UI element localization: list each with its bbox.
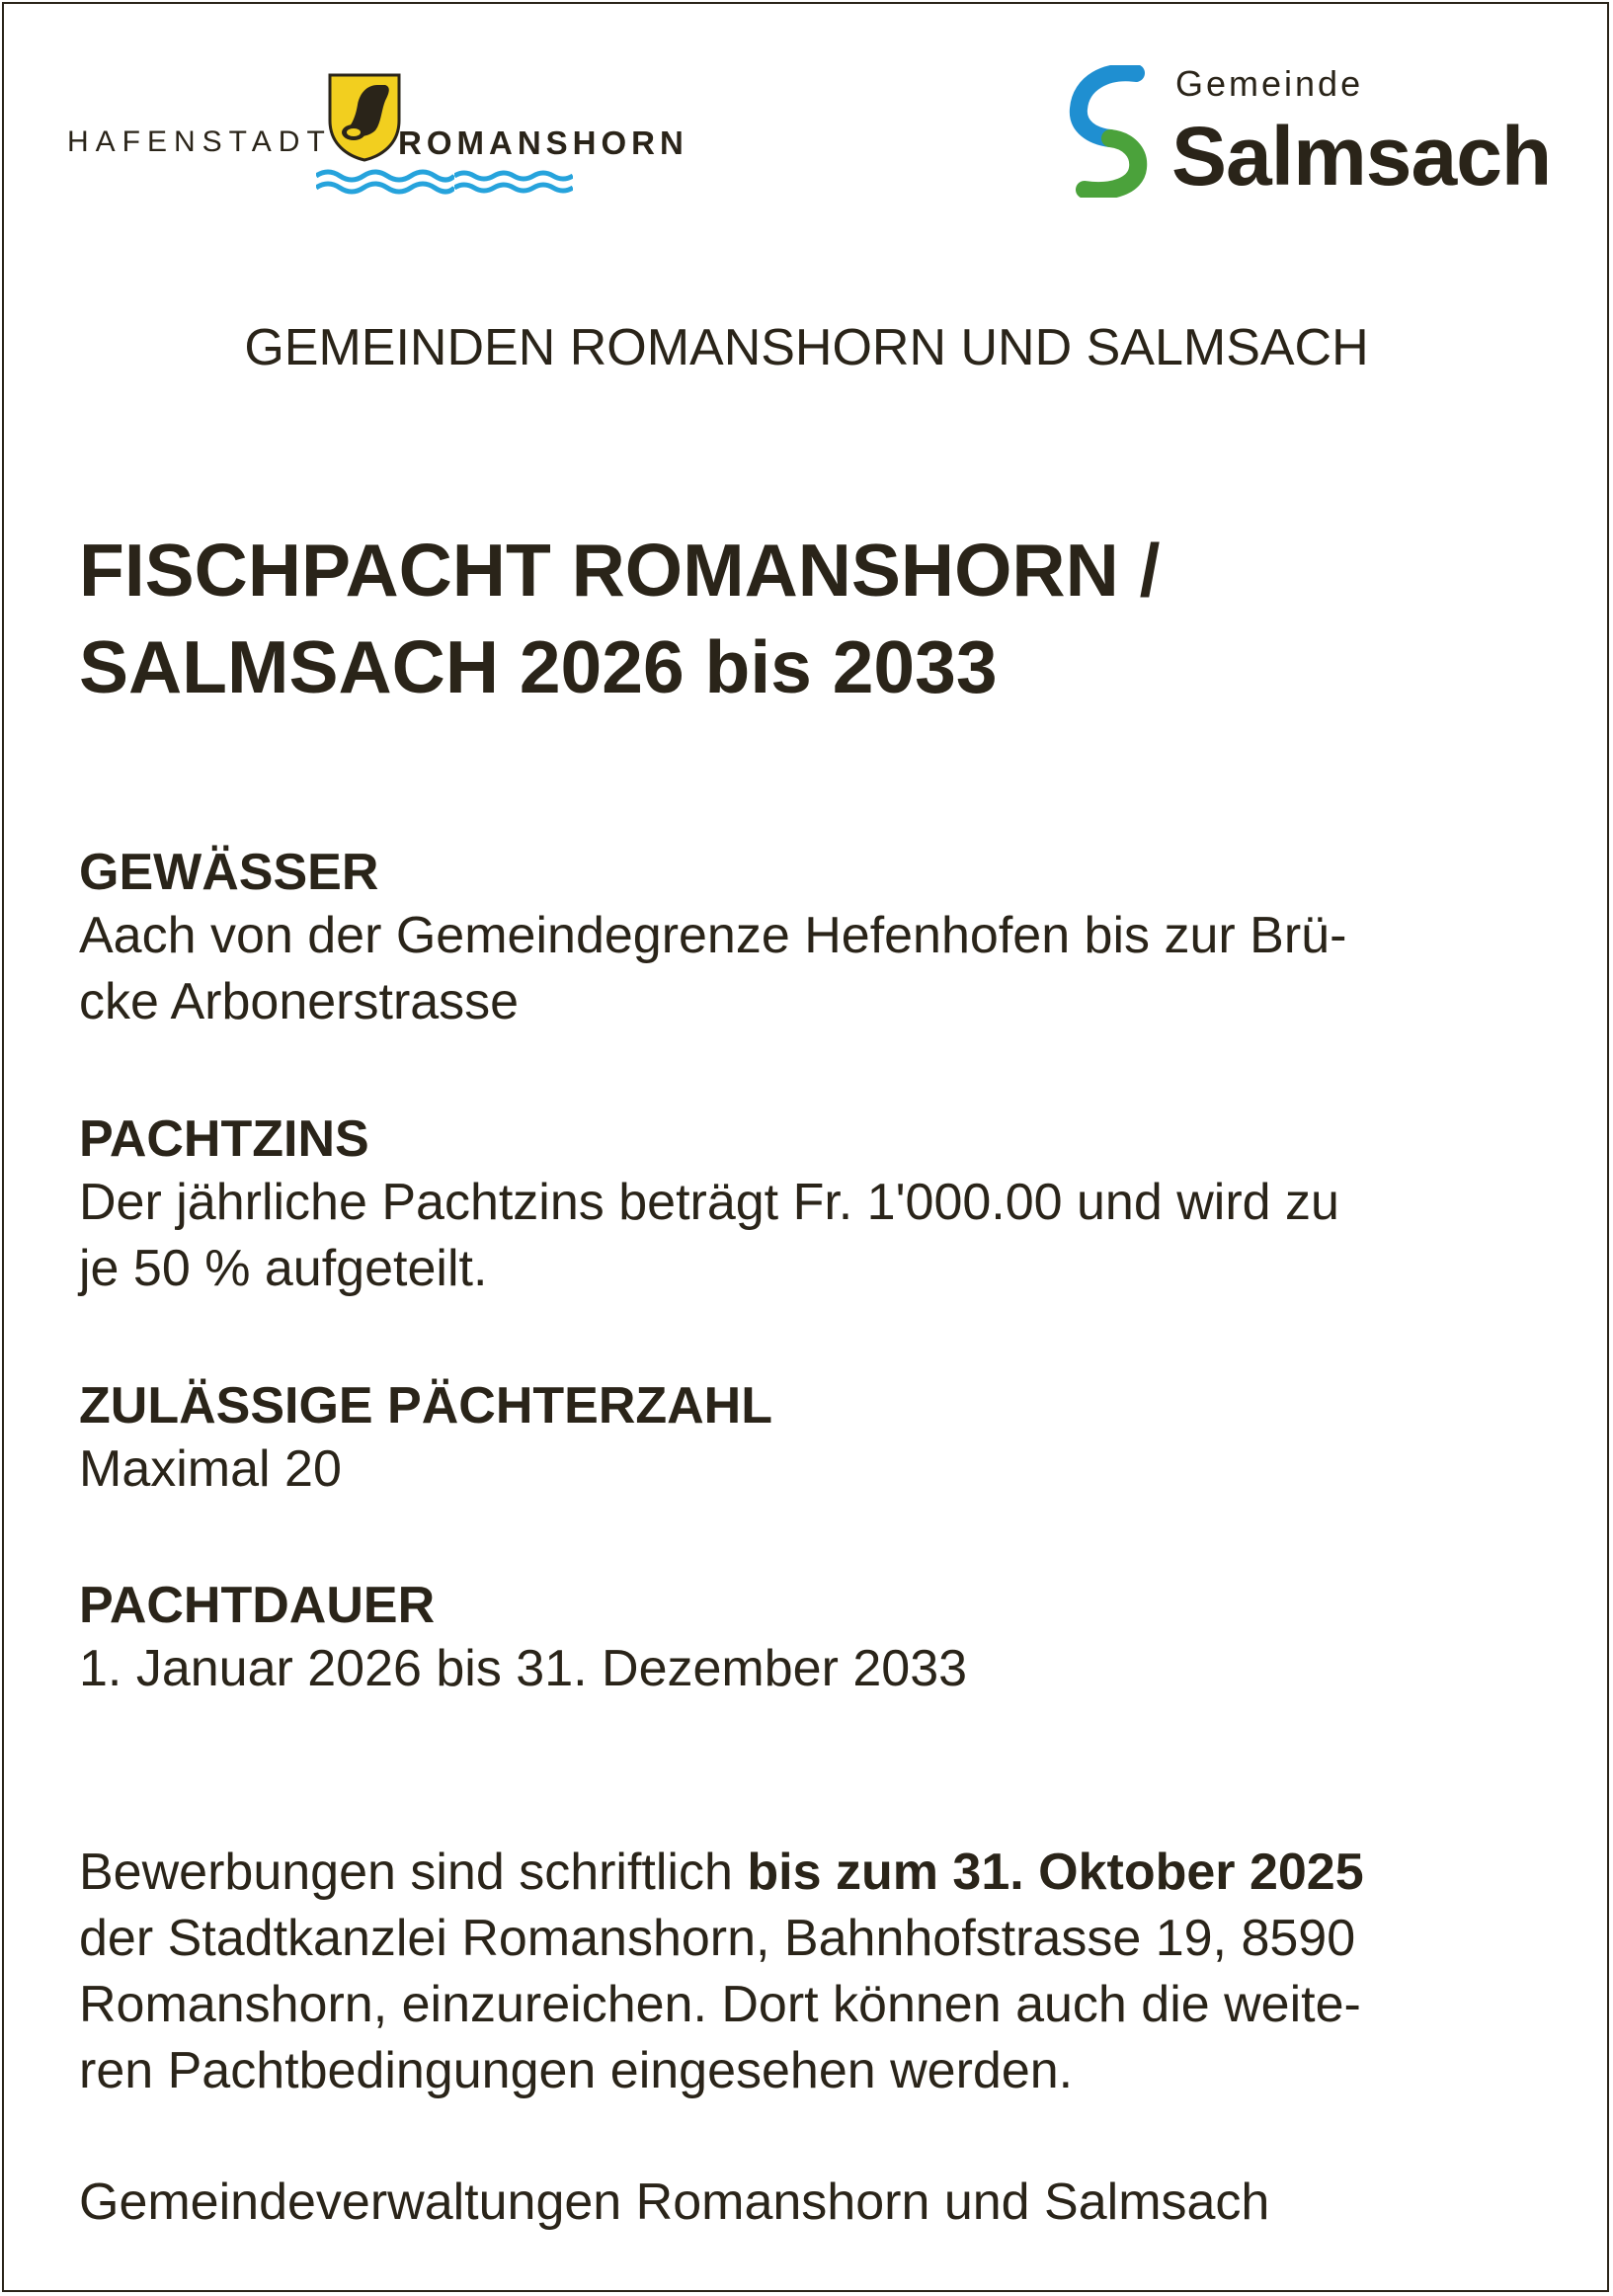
document-title [79,522,1541,715]
section-pachtdauer [79,1575,1541,1702]
logo-salmsach-text: Salmsach [1171,110,1552,203]
application-deadline: bis zum 31. Oktober 2025 [747,1844,1364,1901]
section-heading: PACHTDAUER [79,1577,436,1634]
logo-gemeinde-text: Gemeinde [1175,63,1364,104]
signature: Gemeindeverwaltungen Romanshorn und Salmsach [79,2173,1270,2231]
section-heading: PACHTZINS [79,1110,369,1168]
application-line: ren Pachtbedingungen eingesehen werden. [79,2042,1074,2099]
section-pachtzins [79,1108,1541,1302]
salmsach-logo [1067,61,1561,203]
title-line-1: FISCHPACHT ROMANSHORN / [79,529,1161,612]
application-paragraph [79,1840,1541,2104]
salmsach-s-mark-icon [1067,65,1152,198]
body-line: Der jährliche Pachtzins beträgt Fr. 1'000.00 und wird zu [79,1174,1339,1231]
section-heading: ZULÄSSIGE PÄCHTERZAHL [79,1377,772,1435]
document-subtitle: GEMEINDEN ROMANSHORN UND SALMSACH [244,319,1369,376]
section-paechterzahl [79,1375,1541,1503]
section-body: 1. Januar 2026 bis 31. Dezember 2033 [79,1640,968,1697]
section-body: Maximal 20 [79,1440,342,1498]
logo-romanshorn-text: ROMANSHORN [398,124,688,161]
section-body [79,903,1541,1035]
title-line-2: SALMSACH 2026 bis 2033 [79,625,998,708]
application-intro: Bewerbungen sind schriftlich [79,1844,733,1901]
body-line: Aach von der Gemeindegrenze Hefenhofen bis zur Brü- [79,907,1347,964]
romanshorn-logo [67,71,709,200]
romanshorn-wave-extension-icon [454,168,573,198]
section-heading: GEWÄSSER [79,844,379,901]
application-line: der Stadtkanzlei Romanshorn, Bahnhofstrasse 19, 8590 [79,1910,1356,1967]
logo-hafenstadt-text: HAFENSTADT [67,125,332,158]
body-line: je 50 % aufgeteilt. [79,1240,488,1297]
application-line: Romanshorn, einzureichen. Dort können auch die weite- [79,1976,1361,2033]
section-gewaesser [79,842,1541,1035]
body-line: cke Arbonerstrasse [79,973,520,1030]
section-body [79,1170,1541,1302]
